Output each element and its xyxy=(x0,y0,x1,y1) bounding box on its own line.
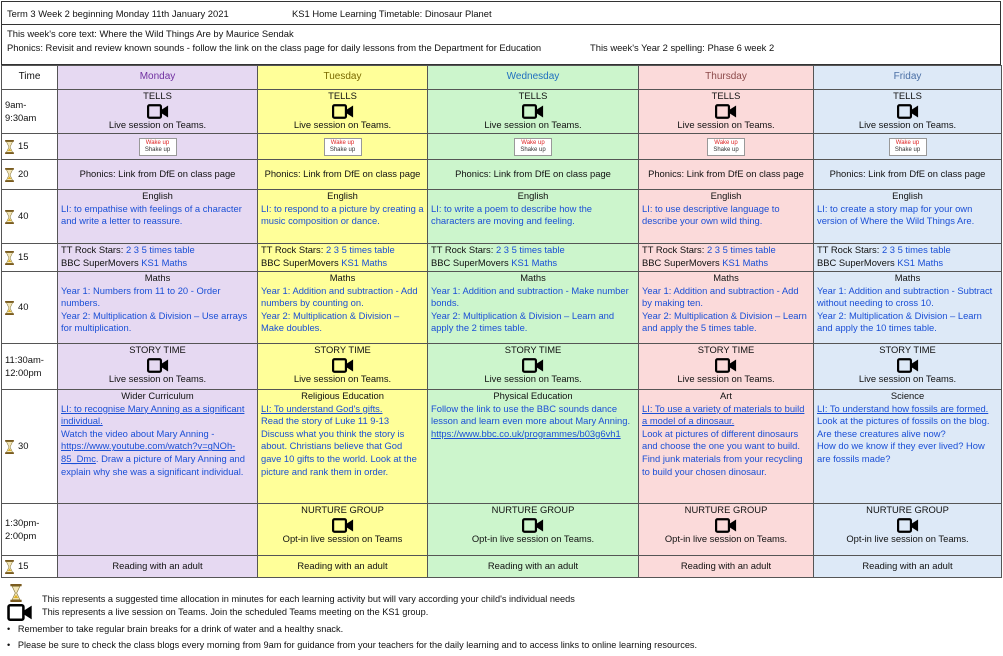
row-reading xyxy=(2,556,1002,578)
learning-intention: LI: To understand God's gifts. xyxy=(261,402,383,414)
video-camera-icon xyxy=(897,358,919,373)
wake-up-shake-up-logo: Wake up Shake up xyxy=(889,138,927,156)
reading-cell: Reading with an adult xyxy=(58,556,258,578)
tells-text: Live session on Teams. xyxy=(484,118,582,130)
tells-text: Live session on Teams. xyxy=(858,118,957,130)
hourglass-icon xyxy=(5,140,14,154)
wake-up-cell xyxy=(428,134,639,160)
learning-intention: LI: to create a story map for your own version of Where the Wild Things Are. xyxy=(817,202,975,227)
tells-cell xyxy=(639,90,814,134)
video-camera-icon xyxy=(147,358,169,373)
time-20: 20 xyxy=(2,160,58,190)
english-cell: English LI: to respond to a picture by creating a music composition or dance. xyxy=(258,190,428,244)
tells-title: TELLS xyxy=(711,90,741,101)
tells-title: TELLS xyxy=(518,90,548,101)
time-15: 15 xyxy=(2,556,58,578)
time-1130am: 11:30am- 12:00pm xyxy=(2,344,58,390)
col-thursday: Thursday xyxy=(639,66,814,90)
nurture-cell: NURTURE GROUP Opt-in live session on Teams xyxy=(258,504,428,556)
nurture-cell: NURTURE GROUP Opt-in live session on Teams. xyxy=(428,504,639,556)
video-camera-icon xyxy=(147,104,169,119)
row-afternoon xyxy=(2,390,1002,504)
video-camera-icon xyxy=(332,518,354,533)
tells-title: TELLS xyxy=(893,90,922,101)
video-camera-icon xyxy=(897,104,919,119)
video-camera-icon xyxy=(522,358,544,373)
bbc-link[interactable]: https://www.bbc.co.uk/programmes/b03g6vh1 xyxy=(431,427,621,439)
phonics-cell: Phonics: Link from DfE on class page xyxy=(428,160,639,190)
tt-cell: TT Rock Stars: 2 3 5 times table BBC SuperMovers KS1 Maths xyxy=(58,244,258,272)
bullet-class-blogs: • Please be sure to check the class blogs every morning from 9am for guidance from your teachers for the daily learning and to access links to online learning resources. xyxy=(7,640,698,650)
maths-cell: Maths Year 1: Addition and subtraction - Subtract without needing to cross 10. Year 2: Multiplication & Division – Learn and apply the 10 times table. xyxy=(814,272,1002,344)
supermovers-link[interactable]: KS1 Maths xyxy=(341,256,388,268)
wake-up-shake-up-logo: Wake up Shake up xyxy=(324,138,362,156)
learning-intention: LI: to empathise with feelings of a character and write a letter to reassure. xyxy=(61,202,242,227)
supermovers-link[interactable]: KS1 Maths xyxy=(897,256,944,268)
video-camera-icon xyxy=(522,104,544,119)
story-cell: STORY TIME Live session on Teams. xyxy=(258,344,428,390)
weekly-info xyxy=(1,25,1001,65)
header-bar xyxy=(1,1,1001,25)
tells-text: Live session on Teams. xyxy=(677,118,775,130)
bullet-brain-breaks: • Remember to take regular brain breaks for a drink of water and a healthy snack. xyxy=(7,624,344,634)
wake-up-shake-up-logo: Wake up Shake up xyxy=(707,138,745,156)
time-40: 40 xyxy=(2,272,58,344)
reading-cell: Reading with an adult xyxy=(639,556,814,578)
time-9am: 9am- 9:30am xyxy=(2,90,58,134)
nurture-cell: NURTURE GROUP Opt-in live session on Teams. xyxy=(639,504,814,556)
learning-intention: LI: To understand how fossils are formed. xyxy=(817,402,989,414)
video-camera-icon xyxy=(715,104,737,119)
video-camera-icon xyxy=(332,104,354,119)
spelling-info: This week's Year 2 spelling: Phase 6 week 2 xyxy=(590,42,775,53)
wake-up-cell xyxy=(58,134,258,160)
table-header-row xyxy=(2,66,1002,90)
row-maths xyxy=(2,272,1002,344)
science-cell: Science LI: To understand how fossils are formed. Look at the pictures of fossils on the blog. Are these creatures alive now? How do we know if they ever lived? How are fossils made? xyxy=(814,390,1002,504)
time-30: 30 xyxy=(2,390,58,504)
tells-title: TELLS xyxy=(328,90,357,101)
tells-cell xyxy=(258,90,428,134)
learning-intention: LI: To use a variety of materials to build a model of a dinosaur. xyxy=(642,402,805,427)
row-nurture xyxy=(2,504,1002,556)
reading-cell: Reading with an adult xyxy=(814,556,1002,578)
row-tells xyxy=(2,90,1002,134)
supermovers-link[interactable]: KS1 Maths xyxy=(722,256,769,268)
video-camera-icon xyxy=(332,358,354,373)
time-40: 40 xyxy=(2,190,58,244)
col-monday: Monday xyxy=(58,66,258,90)
phonics-cell: Phonics: Link from DfE on class page xyxy=(258,160,428,190)
wake-up-shake-up-logo: Wake up Shake up xyxy=(514,138,552,156)
row-tt-rockstars xyxy=(2,244,1002,272)
empty-cell xyxy=(58,504,258,556)
wake-up-cell xyxy=(639,134,814,160)
physical-education-cell: Physical Education Follow the link to use the BBC sounds dance lesson and learn even more about Mary Anning. https://www.bbc.co.uk/programmes/b03g6vh1 xyxy=(428,390,639,504)
maths-cell: Maths Year 1: Numbers from 11 to 20 - Order numbers. Year 2: Multiplication & Division – Use arrays for multiplication. xyxy=(58,272,258,344)
video-camera-icon xyxy=(715,518,737,533)
tells-cell xyxy=(428,90,639,134)
camera-legend: This represents a live session on Teams. Join the scheduled Teams meeting on the KS1 group. xyxy=(42,607,429,617)
time-15: 15 xyxy=(2,244,58,272)
story-cell: STORY TIME Live session on Teams. xyxy=(814,344,1002,390)
hourglass-icon xyxy=(5,210,14,224)
maths-cell: Maths Year 1: Addition and subtraction - Add numbers by counting on. Year 2: Multiplication & Division – Make doubles. xyxy=(258,272,428,344)
supermovers-link[interactable]: KS1 Maths xyxy=(141,256,188,268)
phonics-cell: Phonics: Link from DfE on class page xyxy=(814,160,1002,190)
learning-intention: LI: to respond to a picture by creating a music composition or dance. xyxy=(261,202,424,227)
video-camera-icon xyxy=(897,518,919,533)
tt-rockstars-link[interactable]: 2 3 5 times table xyxy=(881,244,951,255)
row-phonics xyxy=(2,160,1002,190)
nurture-cell: NURTURE GROUP Opt-in live session on Teams. xyxy=(814,504,1002,556)
learning-intention: LI: to write a poem to describe how the characters are moving and feeling. xyxy=(431,202,593,227)
col-tuesday: Tuesday xyxy=(258,66,428,90)
art-cell: Art LI: To use a variety of materials to build a model of a dinosaur. Look at pictures of different dinosaurs and choose the one you want to build. Find junk materials from your recycling to build your chosen dinosaur. xyxy=(639,390,814,504)
col-wednesday: Wednesday xyxy=(428,66,639,90)
hourglass-icon xyxy=(10,584,22,602)
time-15: 15 xyxy=(2,134,58,160)
row-wake-up xyxy=(2,134,1002,160)
tt-cell: TT Rock Stars: 2 3 5 times table BBC SuperMovers KS1 Maths xyxy=(814,244,1002,272)
video-camera-icon xyxy=(6,604,34,621)
english-cell: English LI: to use descriptive language to describe your own wild thing. xyxy=(639,190,814,244)
learning-intention: LI: to recognise Mary Anning as a significant individual. xyxy=(61,402,245,427)
tt-rockstars-link[interactable]: 2 3 5 times table xyxy=(706,244,776,255)
hourglass-icon xyxy=(5,301,14,315)
tt-cell: TT Rock Stars: 2 3 5 times table BBC SuperMovers KS1 Maths xyxy=(258,244,428,272)
reading-cell: Reading with an adult xyxy=(258,556,428,578)
english-cell: English LI: to empathise with feelings of a character and write a letter to reassure. xyxy=(58,190,258,244)
video-camera-icon xyxy=(715,358,737,373)
supermovers-link[interactable]: KS1 Maths xyxy=(511,256,558,268)
hourglass-icon xyxy=(5,440,14,454)
col-time: Time xyxy=(2,66,58,90)
tells-text: Live session on Teams. xyxy=(108,118,207,130)
story-cell: STORY TIME Live session on Teams. xyxy=(639,344,814,390)
phonics-cell: Phonics: Link from DfE on class page xyxy=(639,160,814,190)
hourglass-icon xyxy=(5,251,14,265)
video-camera-icon xyxy=(522,518,544,533)
hourglass-legend: This represents a suggested time allocation in minutes for each learning activity but will vary according your child's individual needs xyxy=(42,594,575,604)
story-cell: STORY TIME Live session on Teams. xyxy=(58,344,258,390)
religious-education-cell: Religious Education LI: To understand God's gifts. Read the story of Luke 11 9-13 Discuss what you think the story is about. Christians believe that God gave 10 gifts to the world. Look at the picture and rank them in order. xyxy=(258,390,428,504)
tt-cell: TT Rock Stars: 2 3 5 times table BBC SuperMovers KS1 Maths xyxy=(639,244,814,272)
maths-cell: Maths Year 1: Addition and subtraction - Make number bonds. Year 2: Multiplication & Division – Learn and apply the 2 times table. xyxy=(428,272,639,344)
reading-cell: Reading with an adult xyxy=(428,556,639,578)
phonics-info: Phonics: Revisit and review known sounds - follow the link on the class page for daily lessons from the Department for Education xyxy=(7,42,542,53)
tt-rockstars-link[interactable]: 2 3 5 times table xyxy=(125,244,195,255)
wake-up-cell xyxy=(814,134,1002,160)
col-friday: Friday xyxy=(814,66,1002,90)
story-cell: STORY TIME Live session on Teams. xyxy=(428,344,639,390)
english-cell: English LI: to create a story map for your own version of Where the Wild Things Are. xyxy=(814,190,1002,244)
youtube-link[interactable]: https://www.youtube.com/watch?v=gNOh-85_Dmc xyxy=(61,440,236,464)
tt-rockstars-link[interactable]: 2 3 5 times table xyxy=(325,244,395,255)
row-story-time xyxy=(2,344,1002,390)
tells-cell xyxy=(58,90,258,134)
wake-up-cell xyxy=(258,134,428,160)
wider-curriculum-cell: Wider Curriculum LI: to recognise Mary Anning as a significant individual. Watch the video about Mary Anning - https://www.youtube.com/watch?v=gNOh-85_Dmc. Draw a picture of Mary Anning and explain why she was a significant individual. xyxy=(58,390,258,504)
row-english xyxy=(2,190,1002,244)
english-cell: English LI: to write a poem to describe how the characters are moving and feeling. xyxy=(428,190,639,244)
learning-intention: LI: to use descriptive language to describe your own wild thing. xyxy=(642,202,780,227)
tt-cell: TT Rock Stars: 2 3 5 times table BBC SuperMovers KS1 Maths xyxy=(428,244,639,272)
phonics-cell: Phonics: Link from DfE on class page xyxy=(58,160,258,190)
tells-title: TELLS xyxy=(143,90,172,101)
maths-cell: Maths Year 1: Addition and subtraction - Add by making ten. Year 2: Multiplication & Division – Learn and apply the 5 times table. xyxy=(639,272,814,344)
timetable xyxy=(1,65,1002,578)
core-text: This week's core text: Where the Wild Things Are by Maurice Sendak xyxy=(7,28,294,39)
wake-up-shake-up-logo: Wake up Shake up xyxy=(139,138,177,156)
hourglass-icon xyxy=(5,560,14,574)
hourglass-icon xyxy=(5,168,14,182)
timetable-title: KS1 Home Learning Timetable: Dinosaur Planet xyxy=(292,8,492,19)
tells-cell xyxy=(814,90,1002,134)
tt-rockstars-link[interactable]: 2 3 5 times table xyxy=(495,244,565,255)
term-text: Term 3 Week 2 beginning Monday 11th January 2021 xyxy=(7,8,229,19)
tells-text: Live session on Teams. xyxy=(293,118,392,130)
time-130pm: 1:30pm- 2:00pm xyxy=(2,504,58,556)
